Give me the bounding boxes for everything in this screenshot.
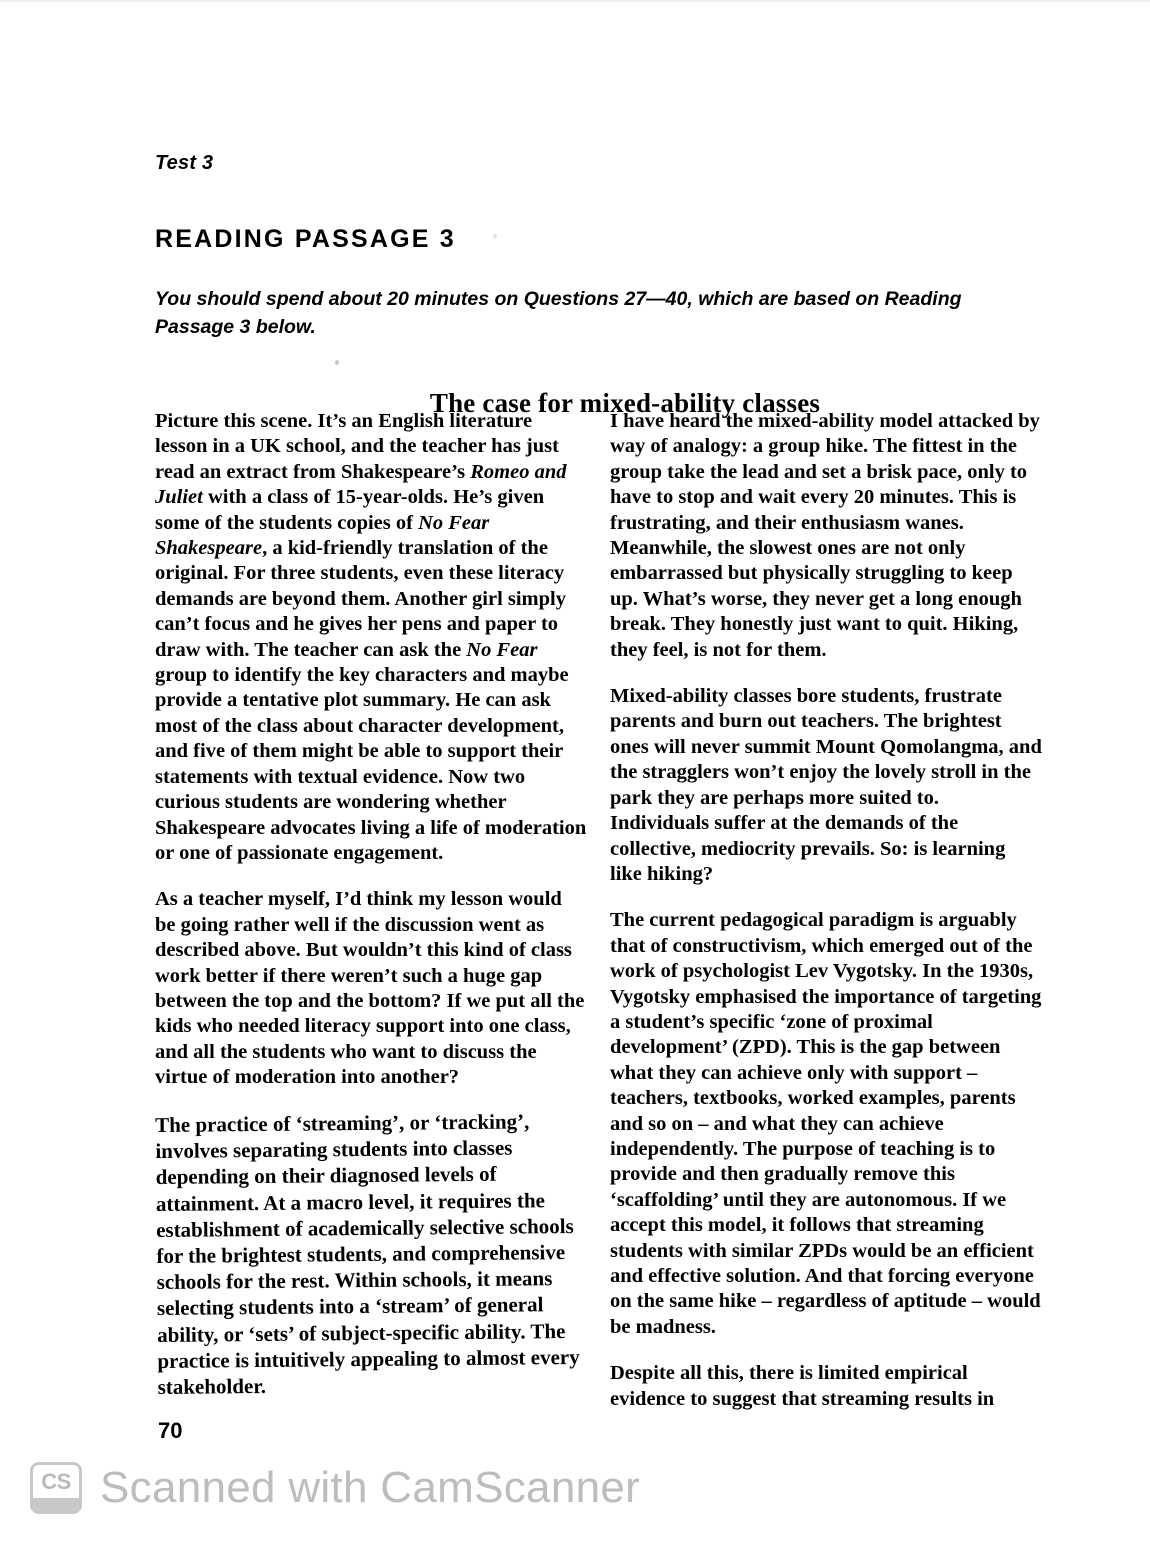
scan-edge xyxy=(0,0,1150,3)
paragraph: Mixed-ability classes bore students, frustrate parents and burn out teachers. The brightest ones will never summit Mount Qomolangma, and the stragglers won’t enjoy the lovely stroll in the park they are perhaps more suited to. Individuals suffer at the demands of the collective, mediocrity prevails. So: is learning like hiking? xyxy=(610,685,1042,885)
page-number: 70 xyxy=(158,1418,183,1443)
paragraph: The current pedagogical paradigm is arguably that of constructivism, which emerged out of the work of psychologist Lev Vygotsky. In the 1930s, Vygotsky emphasised the importance of targeting a student’s specific ‘zone of proximal development’ (ZPD). This is the gap between what they can achieve only with support – teachers, textbooks, worked examples, parents and so on – and what they can achieve independently. The purpose of teaching is to provide and then gradually remove this ‘scaffolding’ until they are autonomous. If we accept this model, it follows that streaming students with similar ZPDs would be an efficient and effective solution. And that forcing everyone on the same hike – regardless of aptitude – would be madness. xyxy=(610,909,1042,1338)
test-label: Test 3 xyxy=(155,152,214,174)
instructions-prefix: You should spend about 20 minutes on xyxy=(155,288,524,310)
paragraph: The practice of ‘streaming’, or ‘tracking’, involves separating students into classes depending on their diagnosed levels of attainment. At a macro level, it requires the establishment of academically selective schools for the brightest students, and comprehensive schools for the rest. Within schools, it means selecting students into a ‘stream’ of general ability, or ‘sets’ of subject-specific ability. The practice is intuitively appealing to almost every stakeholder. xyxy=(155,1108,580,1399)
paragraph-segment: with a class of 15-year-olds. He’s given some of the students copies of xyxy=(155,486,545,534)
book-title-no-fear-shakespeare: No Fear Shakespeare xyxy=(155,511,490,560)
paragraph-segment: Picture this scene. It’s an English literature lesson in a UK school, and the teacher has just read an extract from Shakespeare’s xyxy=(155,410,559,483)
passage-heading: READING PASSAGE 3 xyxy=(155,225,456,253)
column-left xyxy=(155,409,587,1421)
paragraph-segment: , a kid-friendly translation of the original. For three students, even these literacy demands are beyond them. Another girl simply can’t focus and he gives her pens and paper to draw with. The teacher can ask the xyxy=(155,537,566,661)
book-title-romeo-and-juliet: Romeo and Juliet xyxy=(155,460,567,509)
camscanner-logo-icon xyxy=(30,1462,82,1514)
camscanner-watermark xyxy=(30,1462,640,1514)
instructions-questions-range: Questions 27—40 xyxy=(523,288,688,310)
paragraph: Despite all this, there is limited empirical evidence to suggest that streaming results in xyxy=(610,1362,995,1410)
camscanner-watermark-text: Scanned with CamScanner xyxy=(100,1463,641,1512)
scan-speck-title-icon xyxy=(335,360,339,365)
instructions-text xyxy=(155,286,1035,341)
camscanner-logo-text: CS xyxy=(41,1469,71,1494)
book-title-no-fear: No Fear xyxy=(466,638,538,661)
article-title: The case for mixed-ability classes xyxy=(429,388,821,419)
paragraph-segment: group to identify the key characters and maybe provide a tentative plot summary. He can ask most of the class about character development, and five of them might be able to support their statements with textual evidence. Now two curious students are wondering whether Shakespeare advocates living a life of moderation or one of passionate engagement. xyxy=(155,664,587,864)
camscanner-logo-bar xyxy=(33,1498,79,1511)
page-content xyxy=(155,152,1050,1410)
column-right xyxy=(610,409,1042,1433)
scan-speck-icon xyxy=(493,234,497,239)
paragraph: As a teacher myself, I’d think my lesson would be going rather well if the discussion went as described above. But wouldn’t this kind of class work better if there weren’t such a huge gap between the top and the bottom? If we put all the kids who needed literacy support into one class, and all the students who want to discuss the virtue of moderation into another? xyxy=(155,888,585,1089)
paragraph xyxy=(155,409,587,866)
instructions-suffix: , which are based on Reading Passage 3 below. xyxy=(155,288,962,338)
paragraph: I have heard the mixed-ability model attacked by way of analogy: a group hike. The fittest in the group take the lead and set a brisk pace, only to have to stop and wait every 20 minutes. This is frustrating, and their enthusiasm wanes. Meanwhile, the slowest ones are not only embarrassed but physically struggling to keep up. What’s worse, they never get a long enough break. They honestly just want to quit. Hiking, they feel, is not for them. xyxy=(610,410,1040,661)
